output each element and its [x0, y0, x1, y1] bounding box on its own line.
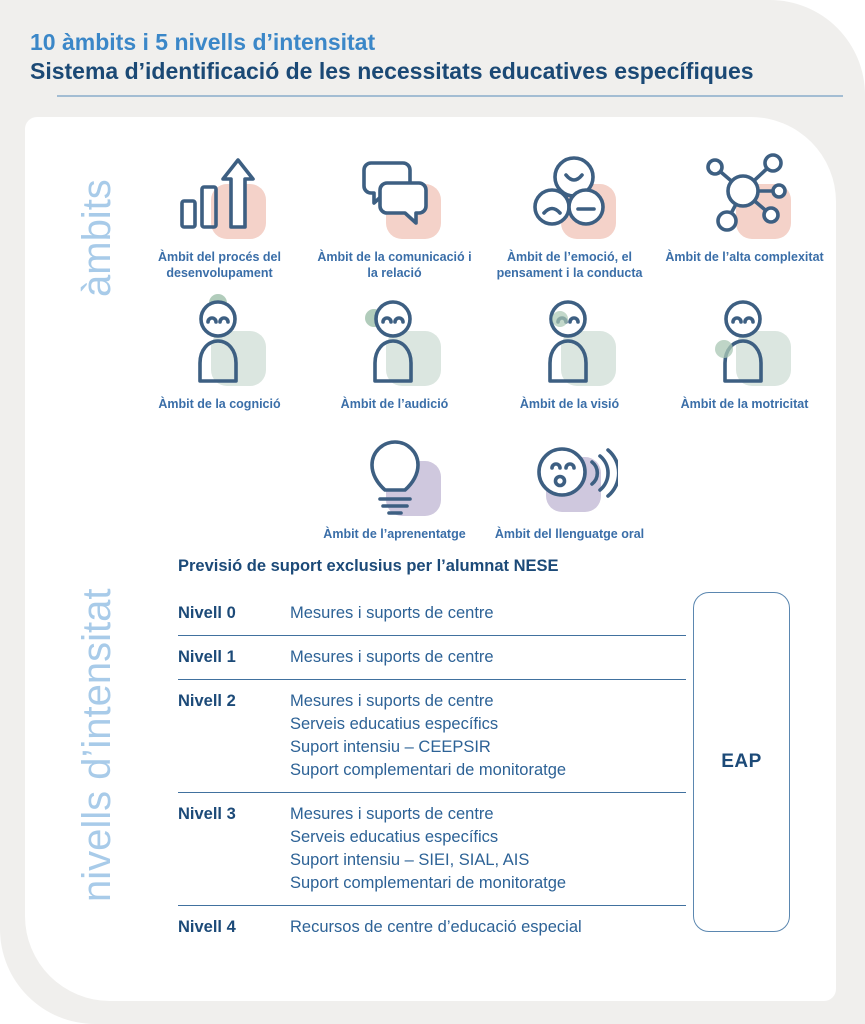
support-item: Recursos de centre d’educació especial — [290, 918, 582, 936]
support-item: Suport intensiu – CEEPSIR — [290, 738, 491, 756]
person-hearing-icon — [347, 294, 443, 390]
support-item: Suport intensiu – SIEI, SIAL, AIS — [290, 851, 530, 869]
level-supports — [290, 916, 582, 939]
ambit-label: Àmbit de la visió — [519, 396, 620, 411]
ambit-label: Àmbit de l’aprenentatge — [323, 526, 466, 541]
icon-wrap — [347, 294, 443, 390]
ambit-item — [137, 147, 302, 282]
ambit-item — [487, 294, 652, 412]
page-subtitle: Sistema d’identificació de les necessitats educatives específiques — [30, 57, 754, 84]
support-item: Suport complementari de monitoratge — [290, 761, 567, 779]
support-table — [178, 557, 686, 949]
icon-wrap — [172, 147, 268, 243]
ambit-item — [312, 147, 477, 282]
ambit-item — [662, 147, 827, 282]
icon-wrap — [347, 147, 443, 243]
level-label: Nivell 2 — [178, 692, 236, 710]
support-item: Mesures i suports de centre — [290, 805, 494, 823]
content-card — [25, 117, 836, 1001]
level-label: Nivell 4 — [178, 918, 236, 936]
icon-wrap — [522, 147, 618, 243]
ambit-item — [312, 424, 477, 542]
ambit-label: Àmbit de la motricitat — [680, 396, 809, 411]
network-icon — [697, 147, 793, 243]
ambit-label: Àmbit de l’alta complexitat — [665, 250, 824, 264]
support-item: Mesures i suports de centre — [290, 648, 494, 666]
icon-wrap — [697, 147, 793, 243]
support-item: Mesures i suports de centre — [290, 692, 494, 710]
growth-chart-icon — [172, 147, 268, 243]
header — [0, 0, 865, 97]
ambit-label: Àmbit de l’emoció, el pensament i la conducta — [496, 250, 643, 281]
icon-wrap — [522, 424, 618, 520]
support-item: Serveis educatius específics — [290, 715, 499, 733]
icon-wrap — [522, 294, 618, 390]
lightbulb-icon — [347, 424, 443, 520]
table-row — [178, 906, 686, 949]
header-divider — [57, 95, 843, 97]
speaking-face-icon — [522, 424, 618, 520]
speech-bubbles-icon — [347, 147, 443, 243]
ambits-section-label: àmbits — [75, 179, 119, 297]
level-supports — [290, 646, 494, 669]
icon-wrap — [697, 294, 793, 390]
table-rows — [178, 592, 686, 949]
support-item: Mesures i suports de centre — [290, 604, 494, 622]
page-title: 10 àmbits i 5 nivells d’intensitat — [30, 29, 376, 55]
nivells-section-label: nivells d’intensitat — [75, 588, 119, 902]
person-cognition-icon — [172, 294, 268, 390]
level-label: Nivell 0 — [178, 604, 236, 622]
person-motor-icon — [697, 294, 793, 390]
ambit-label: Àmbit de la cognició — [158, 396, 281, 411]
table-row — [178, 680, 686, 793]
ambit-label: Àmbit del llenguatge oral — [494, 526, 645, 541]
support-item: Suport complementari de monitoratge — [290, 874, 567, 892]
ambit-label: Àmbit de la comunicació i la relació — [317, 250, 472, 281]
table-row — [178, 636, 686, 680]
eap-box — [693, 592, 790, 932]
level-supports — [290, 803, 566, 895]
ambit-label: Àmbit de l’audició — [340, 396, 449, 411]
ambit-item — [487, 147, 652, 282]
support-item: Serveis educatius específics — [290, 828, 499, 846]
level-label: Nivell 3 — [178, 805, 236, 823]
icon-wrap — [347, 424, 443, 520]
ambit-item — [662, 294, 827, 412]
table-row — [178, 793, 686, 906]
level-label: Nivell 1 — [178, 648, 236, 666]
level-supports — [290, 690, 566, 782]
table-title: Previsió de suport exclusius per l’alumnat NESE — [178, 557, 559, 575]
ambit-item — [312, 294, 477, 412]
ambit-item — [137, 294, 302, 412]
table-row — [178, 592, 686, 636]
person-vision-icon — [522, 294, 618, 390]
eap-label: EAP — [721, 751, 762, 772]
emotion-faces-icon — [522, 147, 618, 243]
icon-wrap — [172, 294, 268, 390]
level-supports — [290, 602, 494, 625]
ambits-grid — [137, 147, 827, 542]
ambit-label: Àmbit del procés del desenvolupament — [158, 250, 281, 281]
ambit-item — [487, 424, 652, 542]
